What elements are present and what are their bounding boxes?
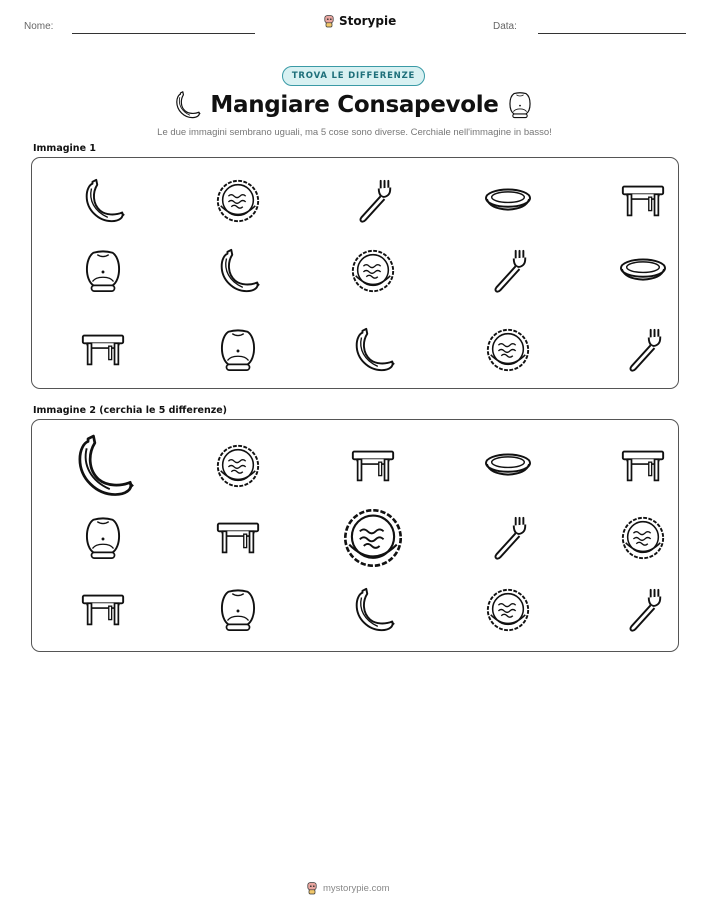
name-label: Nome: bbox=[24, 21, 54, 32]
table-icon[interactable] bbox=[349, 442, 397, 490]
date-label: Data: bbox=[493, 21, 517, 32]
name-line[interactable] bbox=[72, 33, 255, 34]
image2-panel bbox=[31, 419, 679, 652]
fork-icon[interactable] bbox=[619, 586, 667, 634]
banana-icon[interactable] bbox=[349, 586, 397, 634]
plate-icon[interactable] bbox=[484, 442, 532, 490]
plate-icon[interactable] bbox=[484, 177, 532, 225]
belly-icon[interactable] bbox=[79, 514, 127, 562]
pie-icon[interactable] bbox=[484, 326, 532, 374]
pie-icon[interactable] bbox=[340, 505, 406, 571]
activity-badge: TROVA LE DIFFERENZE bbox=[282, 66, 425, 86]
pie-icon[interactable] bbox=[349, 247, 397, 295]
storypie-logo-icon bbox=[323, 14, 335, 28]
pie-icon[interactable] bbox=[214, 177, 262, 225]
table-icon[interactable] bbox=[79, 326, 127, 374]
date-line[interactable] bbox=[538, 33, 686, 34]
footer bbox=[306, 881, 390, 895]
image2-label: Immagine 2 (cerchia le 5 differenze) bbox=[33, 405, 228, 416]
pie-icon[interactable] bbox=[619, 514, 667, 562]
table-icon[interactable] bbox=[619, 177, 667, 225]
image1-label: Immagine 1 bbox=[33, 143, 96, 154]
storypie-logo-icon bbox=[306, 881, 318, 895]
footer-url: mystorypie.com bbox=[323, 882, 390, 894]
fork-icon[interactable] bbox=[484, 247, 532, 295]
banana-icon[interactable] bbox=[79, 177, 127, 225]
brand-name: Storypie bbox=[339, 14, 397, 28]
fork-icon[interactable] bbox=[619, 326, 667, 374]
table-icon[interactable] bbox=[214, 514, 262, 562]
fork-icon[interactable] bbox=[349, 177, 397, 225]
banana-icon[interactable] bbox=[214, 247, 262, 295]
page-title: Mangiare Consapevole bbox=[210, 92, 499, 118]
banana-icon[interactable] bbox=[349, 326, 397, 374]
pie-icon[interactable] bbox=[484, 586, 532, 634]
table-icon[interactable] bbox=[79, 586, 127, 634]
plate-icon[interactable] bbox=[619, 247, 667, 295]
belly-icon[interactable] bbox=[214, 586, 262, 634]
belly-icon bbox=[505, 90, 535, 120]
fork-icon[interactable] bbox=[484, 514, 532, 562]
pie-icon[interactable] bbox=[214, 442, 262, 490]
banana-icon[interactable] bbox=[69, 432, 137, 500]
image1-panel bbox=[31, 157, 679, 389]
belly-icon[interactable] bbox=[79, 247, 127, 295]
brand-logo bbox=[323, 14, 396, 28]
belly-icon[interactable] bbox=[214, 326, 262, 374]
instructions: Le due immagini sembrano uguali, ma 5 cose sono diverse. Cerchiale nell'immagine in basso! bbox=[157, 127, 552, 138]
table-icon[interactable] bbox=[619, 442, 667, 490]
